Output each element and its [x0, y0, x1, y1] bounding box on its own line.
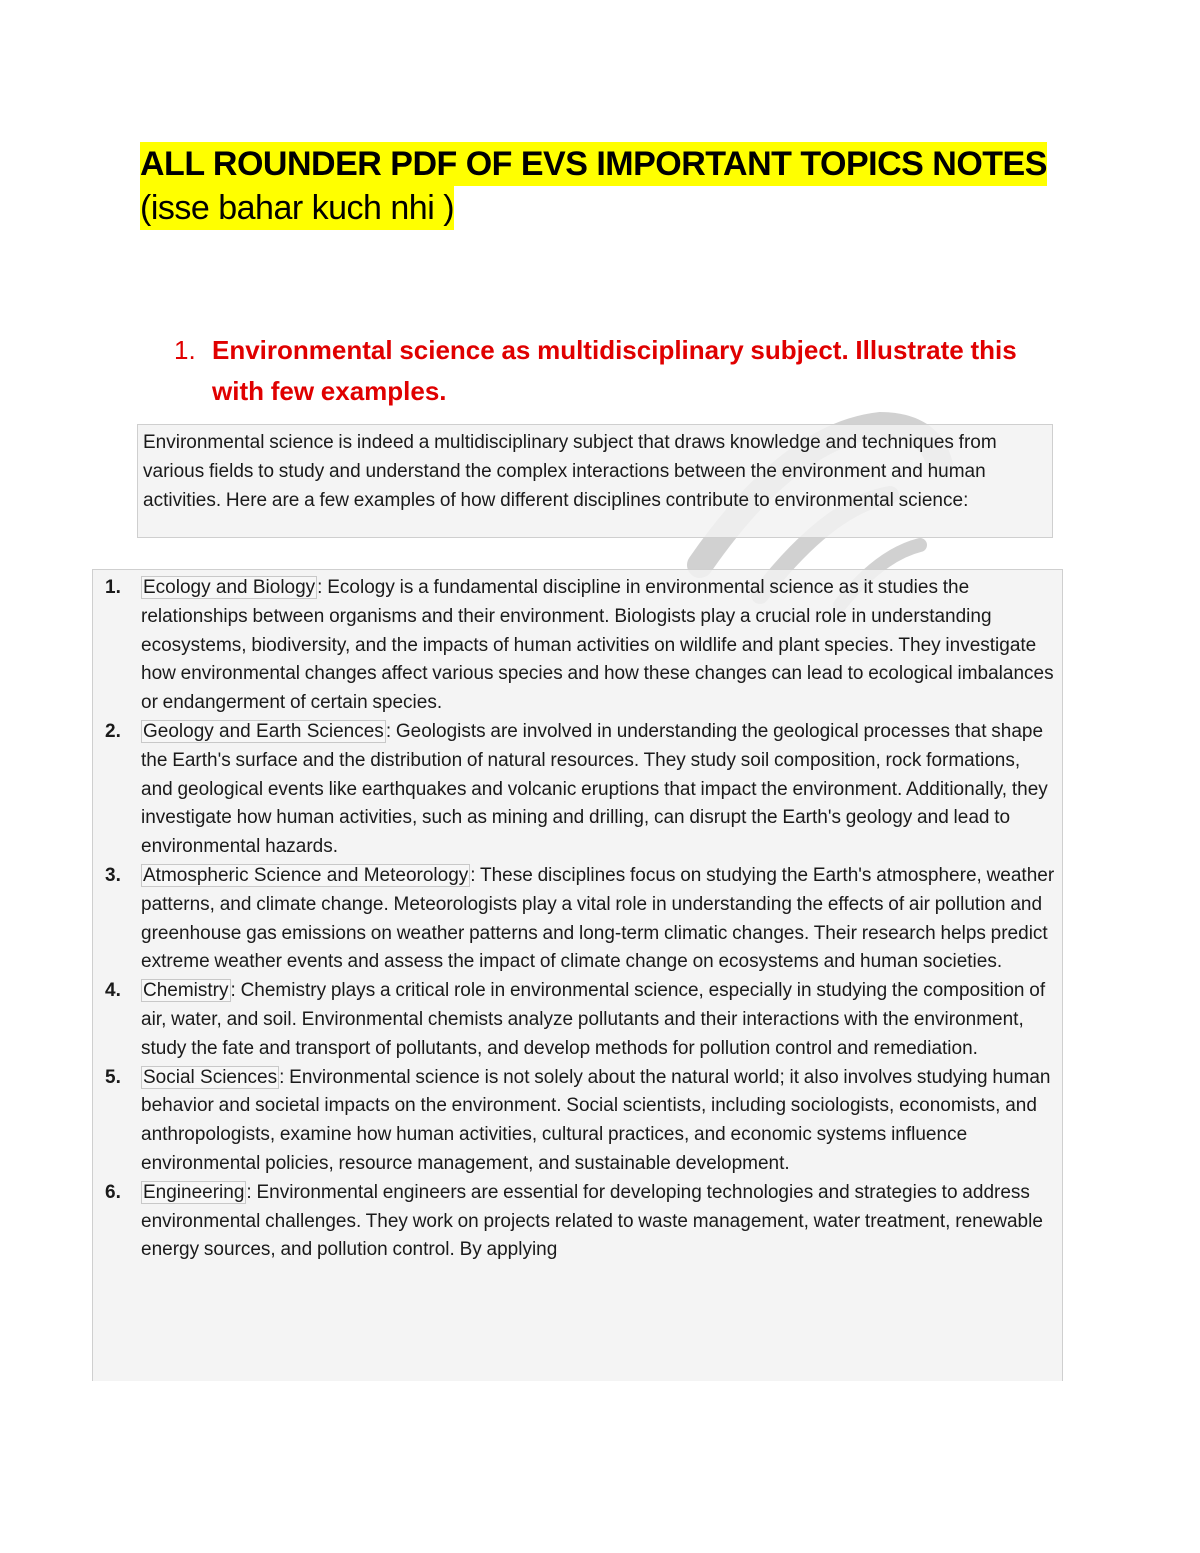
list-item-number: 5.	[105, 1066, 121, 1088]
list-item-ecology	[93, 574, 1062, 718]
list-item-chemistry	[93, 977, 1062, 1063]
list-item-number: 2.	[105, 720, 121, 742]
list-item-term: Atmospheric Science and Meteorology	[143, 864, 469, 886]
title-line-2: (isse bahar kuch nhi )	[140, 186, 454, 230]
question-heading	[174, 330, 1074, 412]
list-item-number: 6.	[105, 1181, 121, 1203]
disciplines-list	[92, 569, 1063, 1381]
title-line-1: ALL ROUNDER PDF OF EVS IMPORTANT TOPICS NOTES	[140, 142, 1047, 186]
list-item-engineering	[93, 1179, 1062, 1265]
list-item-number: 3.	[105, 864, 121, 886]
question-number: 1.	[174, 335, 196, 365]
list-item-text: : Chemistry plays a critical role in environmental science, especially in studying the composition of air, water, and soil. Environmental chemists analyze pollutants and their interactions with the environment, study the fate and transport of pollutants, and develop methods for pollution control and remediation.	[141, 980, 1046, 1059]
question-text: Environmental science as multidisciplinary subject. Illustrate this with few examples.	[212, 335, 1017, 406]
list-item-atmospheric	[93, 862, 1062, 977]
list-item-text: : Ecology is a fundamental discipline in environmental science as it studies the relationships between organisms and their environment. Biologists play a crucial role in understanding ecosystems, biodiversity, and the impacts of human activities on wildlife and plant species. They investigate how environmental changes affect various species and how these changes can lead to ecological imbalances or endangerment of certain species.	[141, 577, 1054, 714]
list-item-term: Ecology and Biology	[143, 577, 316, 598]
list-item-term: Social Sciences	[143, 1066, 278, 1088]
list-item-number: 4.	[105, 980, 121, 1002]
list-item-number: 1.	[105, 577, 121, 598]
list-item-term: Geology and Earth Sciences	[143, 720, 384, 742]
list-item-text: : Environmental science is not solely about the natural world; it also involves studying human behavior and societal impacts on the environment. Social scientists, including sociologists, economists, and anthropologists, examine how human activities, cultural practices, and economic systems influence environmental policies, resource management, and sustainable development.	[141, 1066, 1051, 1174]
list-item-text: : Environmental engineers are essential for developing technologies and strategies to address environmental challenges. They work on projects related to waste management, water treatment, renewable energy sources, and pollution control. By applying	[141, 1181, 1043, 1261]
list-item-term: Chemistry	[143, 980, 229, 1002]
list-item-term: Engineering	[143, 1181, 245, 1203]
list-item-text: : Geologists are involved in understanding the geological processes that shape the Earth's surface and the distribution of natural resources. They study soil composition, rock formations, and geological events like earthquakes and volcanic eruptions that impact the environment. Additionally, they investigate how human activities, such as mining and drilling, can disrupt the Earth's geology and lead to environmental hazards.	[141, 720, 1048, 858]
list-item-geology	[93, 718, 1062, 862]
list-item-social-sciences	[93, 1064, 1062, 1179]
intro-paragraph: Environmental science is indeed a multidisciplinary subject that draws knowledge and techniques from various fields to study and understand the complex interactions between the environment and human activities. Here are a few examples of how different disciplines contribute to environmental science:	[137, 424, 1053, 538]
list-item-text: : These disciplines focus on studying the Earth's atmosphere, weather patterns, and climate change. Meteorologists play a vital role in understanding the effects of air pollution and greenhouse gas emissions on weather patterns and long-term climatic changes. Their research helps predict extreme weather events and assess the impact of climate change on ecosystems and human societies.	[141, 864, 1055, 973]
document-title	[140, 142, 1047, 230]
